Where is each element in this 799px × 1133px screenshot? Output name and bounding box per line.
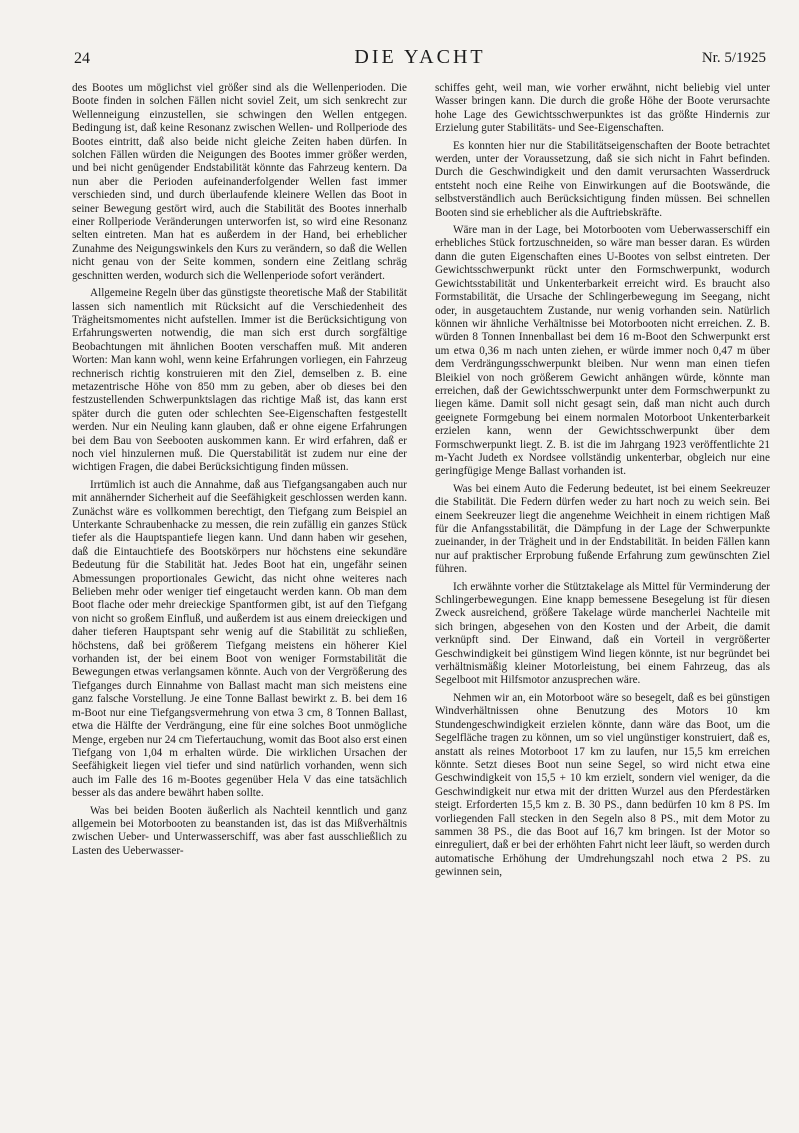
paragraph: des Bootes um möglichst viel größer sind als die Wellenperioden. Die Boote finden in solchen Fällen nicht soviel Zeit, um sich senkrecht zur Wellenneigung einzustellen, sie schwingen den Wellen entgegen. Bedingung ist, daß keine Resonanz zwischen Wellen- und Rollperiode des Bootes eintritt, daß also beide nicht gleiche Zeiten haben dürfen. In solchen Fällen würden die Neigungen des Bootes immer größer werden, und bei nicht genügender Endstabilität könnte das Fahrzeug kentern. Da nun aber die Perioden aufeinanderfolgender Wellen fast immer verschieden sind, und durch überlaufende kleinere Wellen das Boot in seiner Bewegung gestört wird, auch die Stabilität des Bootes innerhalb einer Rollperiode Veränderungen unterworfen ist, so wird eine Resonanz selten eintreten. Man hat es außerdem in der Hand, bei erheblicher Zunahme des Neigungswinkels den Kurs zu verändern, so daß die Wellen nicht genau von der Seite kommen, sondern eine Zeitlang schräg geschnitten werden, wodurch sich die Wellenperiode sofort verändert.	[72, 82, 407, 282]
page-number: 24	[74, 50, 90, 67]
right-column	[435, 82, 770, 884]
paragraph: Was bei beiden Booten äußerlich als Nachteil kenntlich und ganz allgemein bei Motorbooten zu beanstanden ist, das ist das Mißverhältnis zwischen Ueber- und Unterwasserschiff, was aber fast ausschließlich zu Lasten des Ueberwasser-	[72, 804, 407, 857]
paragraph: Allgemeine Regeln über das günstigste theoretische Maß der Stabilität lassen sich namentlich mit Rücksicht auf die Verschiedenheit des Trägheitsmomentes nicht aufstellen. Immer ist die Berücksichtigung von Erfahrungswerten notwendig, die man sich erst durch sorgfältige Beobachtungen mit ähnlichen Booten verschaffen muß. Mit anderen Worten: Man kann wohl, wenn keine Erfahrungen vorliegen, ein Fahrzeug rechnerisch richtig konstruieren mit den Ziel, demselben z. B. eine metazentrische Höhe von 850 mm zu geben, aber ob dieses bei den festzustellenden Schwerpunktslagen das richtige Maß ist, das kann erst später durch die guten oder schlechten See-Eigenschaften festgestellt werden. Nur ein Neuling kann glauben, daß er ohne eigene Erfahrungen bei dem Bau von Seebooten auskommen kann. Er wird erfahren, daß er noch viel hinzulernen muß. Die Querstabilität ist zudem nur eine der wichtigen Fragen, die dabei Berücksichtigung finden müssen.	[72, 287, 407, 474]
journal-title: DIE YACHT	[354, 46, 486, 68]
paragraph: Was bei einem Auto die Federung bedeutet, ist bei einem Seekreuzer die Stabilität. Die Federn dürfen weder zu hart noch zu weich sein. Bei einem Seekreuzer liegt die angenehme Weichheit in einem richtigen Maß für die Anfangsstabilität, die Dämpfung in der Lage der Schwerpunkte zueinander, in der Trägheit und in der Endstabilität. In beiden Fällen kann nur auf praktischer Erprobung fußende Erfahrung zum gewünschten Ziel führen.	[435, 482, 770, 576]
paragraph: Irrtümlich ist auch die Annahme, daß aus Tiefgangsangaben auch nur mit annähernder Sicherheit auf die Seefähigkeit geschlossen werden kann. Zunächst wäre es vollkommen berechtigt, den Tiefgang zum Beispiel an Unterkante Schraubenhacke zu messen, die rein zufällig ein ganzes Stück tiefer als die Hauptspantiefe liegen kann. Und dann haben wir gesehen, daß die Eintauchtiefe des Bootskörpers nur höchstens eine sekundäre Bedeutung für die Stabilität hat. Jedes Boot hat ein, ungefähr seinen Abmessungen proportionales Gewicht, das nicht ohne weiteres nach Belieben mehr oder weniger tief eingetaucht werden kann. Ob man dem Boot flache oder mehr dreieckige Spantformen gibt, ist auf den Tiefgang von nicht so großem Einfluß, und außerdem ist aus einem dreieckigen und daher tieferen Hauptspant sehr wenig auf die Stabilität zu schließen, höchstens, daß bei größerem Tiefgang meistens ein höherer Kiel vorhanden ist, der bei einem Boot von weniger Formstabilität die Bewegungen etwas verlangsamen könnte. Auch von der Vergrößerung des Tiefganges durch Einnahme von Ballast macht man sich meistens eine ganz falsche Vorstellung. Je eine Tonne Ballast bewirkt z. B. bei dem 16 m-Boot nur eine Tiefgangsvermehrung von etwa 3 cm, 8 Tonnen Ballast, etwa die Hälfte der Verdrängung, eine für eine solches Boot unmögliche Menge, ergeben nur 24 cm Tiefertauchung, womit das Boot also erst einen Tiefgang von 1,04 m erhalten würde. Die wirklichen Ursachen der Seefähigkeit liegen viel tiefer und sind natürlich vorhanden, wenn sich auch im Falle des 16 m-Bootes gegenüber Hela V das eine tatsächlich besser als das andere bewährt haben sollte.	[72, 478, 407, 800]
page-header	[74, 46, 766, 70]
left-column	[72, 82, 407, 862]
paragraph: schiffes geht, weil man, wie vorher erwähnt, nicht beliebig viel unter Wasser bringen kann. Die durch die große Höhe der Boote verursachte hohe Lage des Gewichtsschwerpunktes ist das größte Hindernis zur Erzielung guter Stabilitäts- und See-Eigenschaften.	[435, 82, 770, 135]
paragraph: Wäre man in der Lage, bei Motorbooten vom Ueberwasserschiff ein erhebliches Stück fortzuschneiden, so wäre man besser daran. Es würden dann die guten Eigenschaften eines U-Bootes von selbst eintreten. Der Gewichtsschwerpunkt rückt unter den Formschwerpunkt, wodurch Gewichtsstabilität und Unkenterbarkeit erreicht wird. Es braucht also Formstabilität, die Ursache der Schlingerbewegung im Seegang, nicht oder, in ausgetauchtem Zustande, nur wenig vorhanden sein. Natürlich können wir ähnliche Verhältnisse bei Motorbooten nicht erreichen. Z. B. würden 8 Tonnen Innenballast bei dem 16 m-Boot den Schwerpunkt erst um etwa 0,36 m nach unten ziehen, er würde immer noch 0,47 m über dem Verdrängungsschwerpunkt bleiben. Nur wenn man einen tiefen Bleikiel von noch größerem Gewicht anhängen würde, könnte man erreichen, daß der Gewichtsschwerpunkt unter dem Formschwerpunkt zu liegen käme. Damit soll nicht gesagt sein, daß man nicht auch durch geeignete Formgebung bei einem normalen Motorboot Unkenterbarkeit erzielen kann, wenn der Gewichtsschwerpunkt über dem Formschwerpunkt liegt. Z. B. ist die im Jahrgang 1923 veröffentlichte 21 m-Yacht Judeth ex Nordsee vollständig unkenterbar, obgleich nur eine geringfügige Menge Ballast vorhanden ist.	[435, 224, 770, 478]
paragraph: Es konnten hier nur die Stabilitätseigenschaften der Boote betrachtet werden, unter der Voraussetzung, daß sie sich nicht in Fahrt befinden. Durch die Geschwindigkeit und den damit verursachten Wasserdruck entsteht noch eine Reihe von Einwirkungen auf die Bootswände, die selbstverständlich auch Berücksichtigung finden müssen. Bei schnellen Booten sind sie erheblicher als die Auftriebskräfte.	[435, 139, 770, 219]
paragraph: Ich erwähnte vorher die Stütztakelage als Mittel für Verminderung der Schlingerbewegungen. Eine knapp bemessene Besegelung ist für diesen Zweck ausreichend, größere Takelage würde mancherlei Nachteile mit sich bringen, abgesehen von den Kosten und der Arbeit, die damit verknüpft sind. Der Einwand, daß ein Vorteil in vergrößerter Geschwindigkeit bei günstigem Wind liegen könnte, ist nur begründet bei verhältnismäßig kleiner Motorleistung, bei einem Fahrzeug, das als Segelboot mit Hilfsmotor anzusprechen wäre.	[435, 580, 770, 687]
issue-number: Nr. 5/1925	[701, 50, 766, 66]
paragraph: Nehmen wir an, ein Motorboot wäre so besegelt, daß es bei günstigen Windverhältnissen ohne Benutzung des Motors 10 km Stundengeschwindigkeit erzielen könnte, dann wäre das Boot, um die Segelfläche tragen zu können, um so viel ungünstiger konstruiert, daß es, anstatt als reines Motorboot 17 km zu laufen, nur 15,5 km erreichen könnte. Setzt dieses Boot nun seine Segel, so wird nicht etwa eine Geschwindigkeit von 15,5 + 10 km erzielt, sondern viel weniger, da die Geschwindigkeit nur etwa mit der dritten Wurzel aus den Pferdestärken steigt. Erforderten 15,5 km z. B. 30 PS., dann bedürfen 10 km 8 PS. Im vorliegenden Fall stecken in den Segeln also 8 PS., mit dem Motor zu sammen 38 PS., die das Boot auf 16,7 km bringen. Ist der Motor so einreguliert, daß er bei der erhöhten Fahrt nicht leer läuft, so werden durch automatische Erhöhung der Umdrehungszahl noch etwa 2 PS. zu gewinnen sein,	[435, 691, 770, 879]
